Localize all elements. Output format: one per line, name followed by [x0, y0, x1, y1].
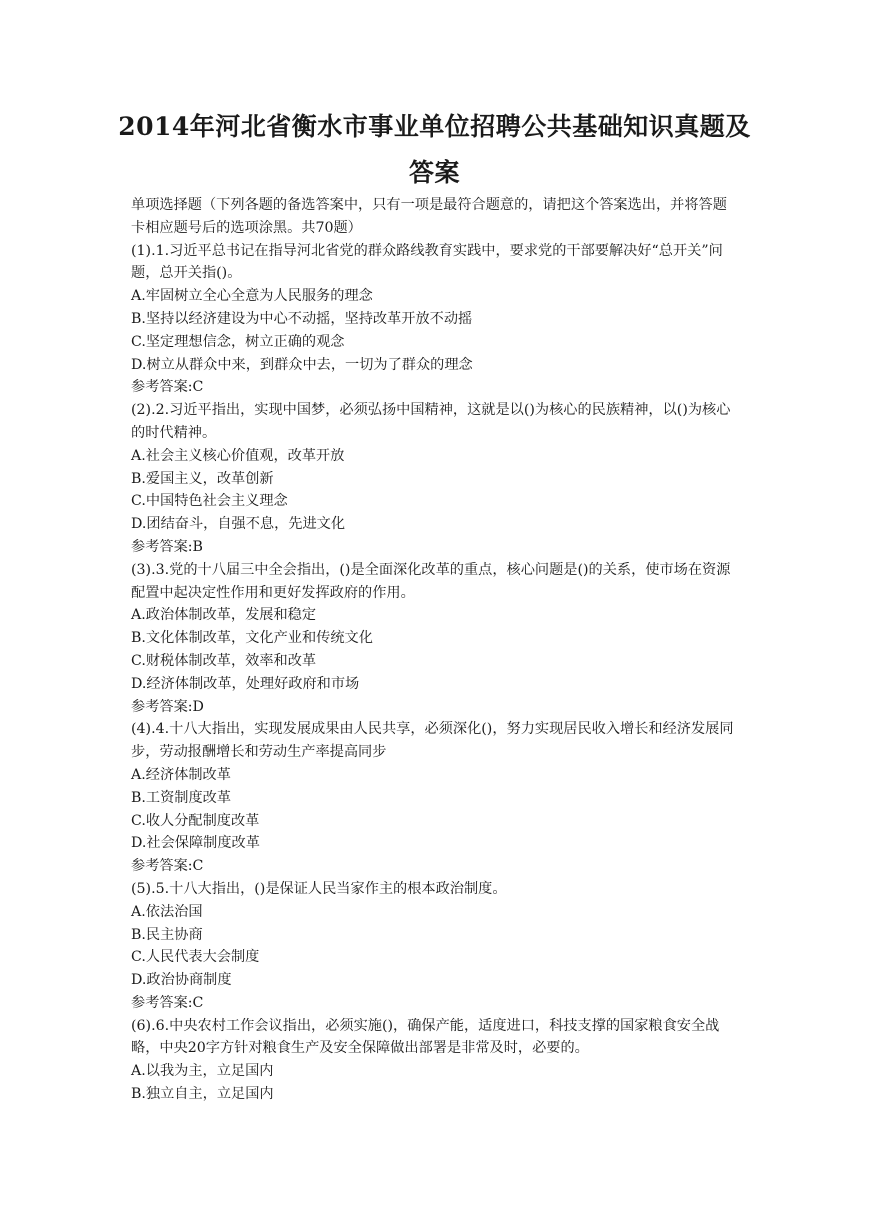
reference-answer: 参考答案:C — [131, 379, 204, 396]
option-d: D.经济体制改革，处理好政府和市场 — [131, 675, 360, 692]
option-d: D.社会保障制度改革 — [131, 835, 260, 852]
option-b: B.坚持以经济建设为中心不动摇，坚持改革开放不动摇 — [131, 310, 473, 327]
option-c: C.收人分配制度改革 — [131, 812, 260, 829]
option-b: B.独立自主，立足国内 — [131, 1086, 274, 1103]
question-5 — [131, 878, 741, 1015]
question-stem: (6).6.中央农村工作会议指出，必须实施()，确保产能，适度进口，科技支撑的国家粮食安全战略，中央20字方针对粮食生产及安全保障做出部署是非常及时，必要的。 — [131, 1017, 720, 1057]
question-1 — [131, 240, 741, 400]
question-stem: (4).4.十八大指出，实现发展成果由人民共享，必须深化()，努力实现居民收入增长和经济发展同步，劳动报酬增长和劳动生产率提高同步 — [131, 721, 734, 761]
question-6 — [131, 1015, 741, 1106]
document-body — [131, 194, 741, 1106]
option-b: B.民主协商 — [131, 926, 203, 943]
option-d: D.树立从群众中来，到群众中去，一切为了群众的理念 — [131, 356, 473, 373]
reference-answer: 参考答案:D — [131, 698, 204, 715]
option-a: A.依法治国 — [131, 903, 203, 920]
option-b: B.爱国主义，改革创新 — [131, 470, 274, 487]
option-b: B.文化体制改革，文化产业和传统文化 — [131, 630, 373, 647]
option-a: A.社会主义核心价值观，改革开放 — [131, 447, 345, 464]
question-stem: (3).3.党的十八届三中全会指出，()是全面深化改革的重点，核心问题是()的关系，使市场在资源配置中起决定性作用和更好发挥政府的作用。 — [131, 561, 731, 601]
reference-answer: 参考答案:C — [131, 994, 204, 1011]
reference-answer: 参考答案:C — [131, 858, 204, 875]
reference-answer: 参考答案:B — [131, 538, 203, 555]
question-stem: (2).2.习近平指出，实现中国梦，必须弘扬中国精神，这就是以()为核心的民族精神，以()为核心的时代精神。 — [131, 402, 731, 441]
option-c: C.坚定理想信念，树立正确的观念 — [131, 333, 345, 350]
question-stem: (1).1.习近平总书记在指导河北省党的群众路线教育实践中，要求党的干部要解决好“总开关”问题，总开关指()。 — [131, 242, 723, 282]
option-a: A.经济体制改革 — [131, 766, 231, 783]
question-2 — [131, 399, 741, 559]
option-c: C.人民代表大会制度 — [131, 949, 260, 966]
question-stem: (5).5.十八大指出，()是保证人民当家作主的根本政治制度。 — [131, 880, 507, 897]
section-intro: 单项选择题（下列各题的备选答案中，只有一项是最符合题意的，请把这个答案选出，并将答题卡相应题号后的选项涂黑。共70题） — [131, 197, 727, 236]
option-c: C.财税体制改革，效率和改革 — [131, 652, 317, 669]
option-d: D.政治协商制度 — [131, 972, 232, 989]
option-c: C.中国特色社会主义理念 — [131, 493, 288, 510]
option-d: D.团结奋斗，自强不息，先进文化 — [131, 516, 346, 533]
option-a: A.以我为主，立足国内 — [131, 1063, 274, 1080]
option-a: A.政治体制改革，发展和稳定 — [131, 607, 317, 624]
document-title: 2014年河北省衡水市事业单位招聘公共基础知识真题及答案 — [118, 112, 751, 187]
option-a: A.牢固树立全心全意为人民服务的理念 — [131, 288, 373, 305]
question-3 — [131, 559, 741, 719]
question-4 — [131, 718, 741, 878]
option-b: B.工资制度改革 — [131, 789, 232, 806]
